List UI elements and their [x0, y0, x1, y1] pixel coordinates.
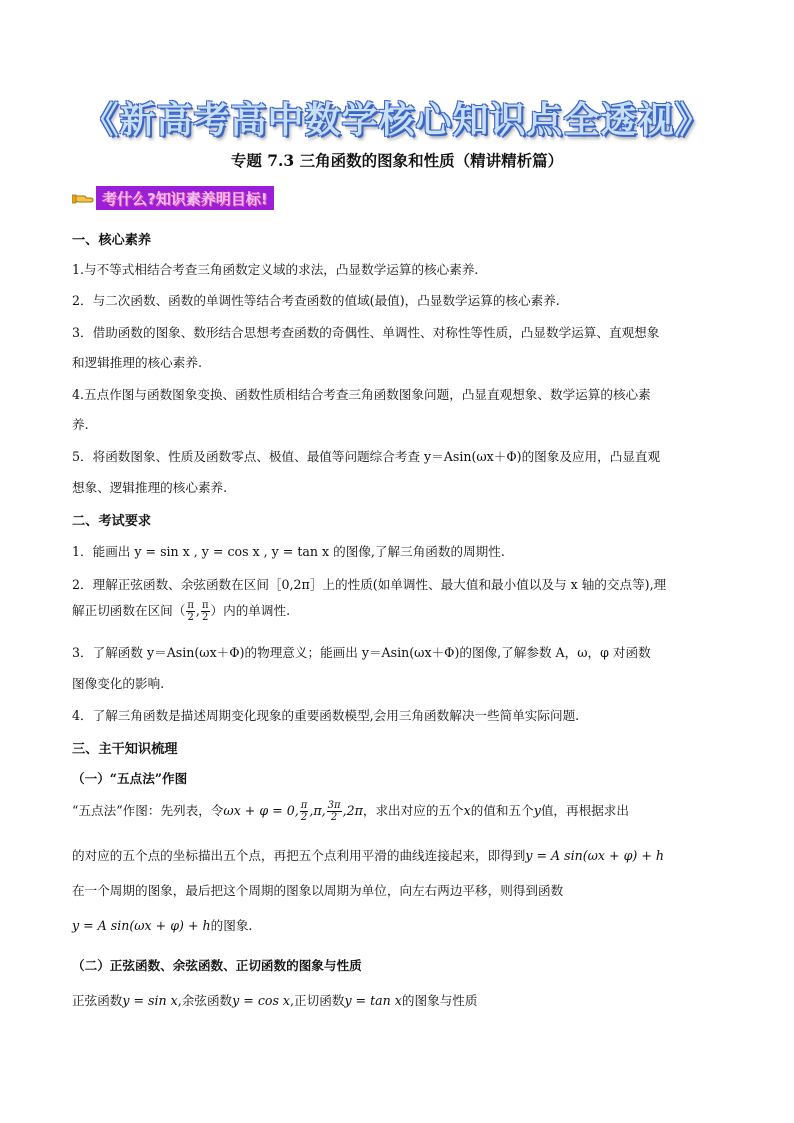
pointing-hand-icon: [72, 190, 94, 206]
numerator: 3π: [327, 800, 341, 811]
fraction-pi-over-2: [201, 600, 210, 623]
paragraph: 4.五点作图与函数图象变换、函数性质相结合考查三角函数图象问题，凸显直观想象、数学运算的核心素: [72, 387, 651, 402]
math-variable-x: x: [463, 803, 471, 818]
text: 值，再根据求出: [540, 803, 629, 818]
math-formula: y = A sin(ωx + φ) + h: [72, 918, 211, 933]
math-variable-y: y: [533, 803, 541, 818]
paragraph: [72, 915, 252, 934]
text: “五点法”作图：先列表，令: [72, 803, 224, 818]
math-formula: y = cos x: [232, 993, 291, 1008]
text: 的图象与性质: [401, 993, 478, 1008]
subsection-heading-five-point-method: （一）“五点法”作图: [72, 771, 188, 786]
fraction-3pi-over-2: [327, 800, 342, 823]
math-text: ,π,: [309, 803, 326, 818]
text: ）内的单调性.: [210, 603, 291, 618]
text: 的对应的五个点的坐标描出五个点，再把五个点利用平滑的曲线连接起来，即得到: [72, 848, 526, 863]
denominator: 2: [202, 612, 209, 623]
paragraph: 1．能画出 y = sin x , y = cos x , y = tan x 的图像,了解三角函数的周期性.: [72, 544, 505, 559]
subsection-heading-trig-graphs: （二）正弦函数、余弦函数、正切函数的图象与性质: [72, 958, 362, 973]
banner-label: 考什么?知识素养明目标!: [96, 186, 274, 210]
paragraph: [72, 600, 290, 623]
text: ,: [195, 603, 200, 618]
text: 正弦函数: [72, 993, 123, 1008]
text: ,余弦函数: [177, 993, 233, 1008]
section-heading-core-literacy: 一、核心素养: [72, 233, 152, 248]
paragraph: 2．与二次函数、函数的单调性等结合考查函数的值域(最值)，凸显数学运算的核心素养.: [72, 293, 560, 308]
math-formula: y = sin x: [122, 993, 178, 1008]
paragraph: 2．理解正弦函数、余弦函数在区间［0,2π］上的性质(如单调性、最大值和最小值以及与 x 轴的交点等),理: [72, 577, 667, 592]
numerator: π: [201, 600, 209, 611]
text: ，求出对应的五个: [362, 803, 464, 818]
paragraph: 图像变化的影响.: [72, 676, 165, 691]
section-heading-knowledge-review: 三、主干知识梳理: [72, 742, 178, 757]
math-formula: y = tan x: [344, 993, 402, 1008]
document-subtitle: 专题 7.3 三角函数的图象和性质（精讲精析篇）: [230, 151, 564, 170]
text: 解正切函数在区间（: [72, 603, 186, 618]
fraction-pi-over-2: [300, 800, 309, 823]
text: 的值和五个: [470, 803, 534, 818]
paragraph: 和逻辑推理的核心素养.: [72, 355, 202, 370]
paragraph: [72, 800, 629, 823]
section-heading-exam-requirements: 二、考试要求: [72, 514, 152, 529]
denominator: 2: [330, 812, 338, 823]
paragraph: 4．了解三角函数是描述周期变化现象的重要函数模型,会用三角函数解决一些简单实际问题.: [72, 708, 580, 723]
paragraph: [72, 990, 477, 1009]
paragraph: 5．将函数图象、性质及函数零点、极值、最值等问题综合考查 y＝Asin(ωx＋Φ)的图象及应用，凸显直观: [72, 449, 661, 464]
paragraph: 养.: [72, 417, 89, 432]
fraction-pi-over-2: [186, 600, 195, 623]
paragraph: 在一个周期的图象，最后把这个周期的图象以周期为单位，向左右两边平移，则得到函数: [72, 883, 564, 898]
paragraph: [72, 845, 664, 864]
paragraph: 3．了解函数 y＝Asin(ωx＋Φ)的物理意义；能画出 y＝Asin(ωx＋Φ)的图像,了解参数 A，ω，φ 对函数: [72, 645, 651, 660]
numerator: π: [187, 600, 194, 611]
paragraph: 想象、逻辑推理的核心素养.: [72, 480, 228, 495]
math-equation: ωx + φ = 0,: [223, 803, 299, 818]
math-formula: y = A sin(ωx + φ) + h: [525, 848, 664, 863]
section-banner: [72, 186, 274, 210]
math-text: ,2π: [342, 803, 363, 818]
denominator: 2: [300, 812, 308, 823]
text: ,正切函数: [290, 993, 345, 1008]
document-title: 《新高考高中数学核心知识点全透视》: [82, 100, 712, 141]
numerator: π: [300, 800, 308, 811]
text: 的图象.: [210, 918, 253, 933]
denominator: 2: [187, 612, 194, 623]
paragraph: 1.与不等式相结合考查三角函数定义域的求法，凸显数学运算的核心素养.: [72, 262, 479, 277]
paragraph: 3．借助函数的图象、数形结合思想考查函数的奇偶性、单调性、对称性等性质，凸显数学运算、直观想象: [72, 325, 660, 340]
